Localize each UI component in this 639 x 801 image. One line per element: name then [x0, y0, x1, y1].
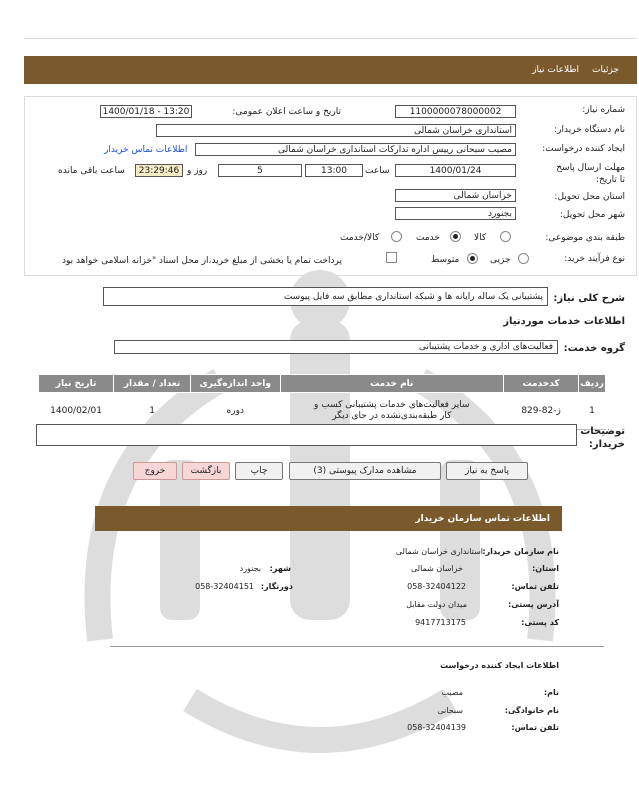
postal-label: کد پستی: [521, 618, 559, 627]
service-group-label: گروه خدمت: [563, 343, 625, 354]
process-minor-radio[interactable] [518, 253, 529, 264]
service-group-field: فعالیت‌های اداری و خدمات پشتیبانی [114, 340, 558, 354]
days-label: روز و [187, 166, 208, 176]
city-label: شهر: [269, 564, 291, 573]
category-service-label: خدمت [416, 233, 440, 243]
process-type-label: نوع فرآیند خرید: [564, 254, 625, 264]
category-label: طبقه بندی موضوعی: [545, 233, 625, 243]
cell-code: ز-82-829 [504, 393, 579, 430]
creator-family-label: نام خانوادگی: [504, 706, 559, 715]
top-divider [24, 38, 637, 39]
need-number-field: 1100000078000002 [395, 105, 516, 118]
delivery-province-label: استان محل تحویل: [554, 192, 625, 202]
org-name-value: استانداری خراسان شمالی [395, 547, 483, 556]
creator-phone-value: 058-32404139 [407, 723, 466, 732]
deadline-time-field: 13:00 [305, 164, 363, 177]
cell-row: 1 [579, 393, 606, 430]
reply-button[interactable]: پاسخ به نیاز [446, 462, 528, 480]
deadline-time-label: ساعت [365, 166, 390, 176]
payment-treasury-checkbox[interactable] [386, 252, 397, 263]
tab-need-info[interactable]: اطلاعات نیاز [532, 65, 579, 75]
col-code: کدخدمت [504, 375, 579, 393]
summary-label: شرح کلی نیاز: [553, 293, 625, 304]
cell-qty: 1 [114, 393, 191, 430]
postal-value: 9417713175 [415, 618, 466, 627]
process-minor-label: جزیی [490, 255, 511, 265]
buyer-notes-field [36, 424, 577, 446]
services-section-title: اطلاعات خدمات موردنیاز [503, 316, 625, 327]
process-medium-radio[interactable] [467, 253, 478, 264]
cell-name-line1: سایر فعالیت‌های خدمات پشتیبانی کسب و [314, 400, 470, 410]
print-button[interactable]: چاپ [235, 462, 283, 480]
contact-section-header [95, 506, 562, 531]
announce-datetime-field: 1400/01/18 - 13:20 [100, 105, 192, 118]
back-button[interactable]: بازگشت [182, 462, 230, 480]
creator-name-label: نام: [543, 688, 559, 697]
col-row: ردیف [579, 375, 606, 393]
remaining-label: ساعت باقی مانده [58, 166, 125, 176]
details-panel [24, 96, 637, 276]
services-table-header [39, 375, 606, 393]
buyer-contact-link[interactable]: اطلاعات تماس خریدار [104, 145, 188, 155]
summary-field: پشتیبانی یک ساله رایانه ها و شبکه استانداری مطابق سه فایل پیوست [103, 287, 548, 306]
header-bar [24, 56, 637, 84]
contact-divider [110, 646, 604, 647]
need-number-label: شماره نیاز: [582, 105, 625, 115]
buyer-org-label: نام دستگاه خریدار: [554, 125, 625, 135]
requester-field: مصیب سبحانی رییس اداره تدارکات استانداری خراسان شمالی [195, 143, 516, 156]
tab-details[interactable]: جزئیات [592, 65, 619, 75]
delivery-city-label: شهر محل تحویل: [559, 210, 625, 220]
org-name-label: نام سازمان خریدار: [482, 547, 559, 556]
remaining-time-field: 23:29:46 [135, 164, 183, 177]
creator-title: اطلاعات ایجاد کننده درخواست [440, 661, 559, 670]
payment-note: پرداخت تمام یا بخشی از مبلغ خرید،از محل اسناد "خزانه اسلامی خواهد بود [62, 256, 343, 266]
category-service-radio[interactable] [450, 231, 461, 242]
deadline-date-field: 1400/01/24 [395, 164, 516, 177]
deadline-label: مهلت ارسال پاسخ تا تاریخ: [556, 163, 625, 185]
category-goods-service-label: کالا/خدمت [340, 233, 380, 243]
col-date: تاریخ نیاز [39, 375, 114, 393]
category-goods-service-radio[interactable] [391, 231, 402, 242]
attachments-button[interactable]: مشاهده مدارک پیوستی (3) [289, 462, 441, 480]
creator-phone-label: تلفن تماس: [511, 723, 559, 732]
requester-label: ایجاد کننده درخواست: [542, 144, 625, 154]
creator-family-value: سبحانی [437, 706, 463, 715]
phone-value: 058-32404122 [407, 582, 466, 591]
services-table [38, 374, 606, 430]
exit-button[interactable]: خروج [133, 462, 177, 480]
address-value: میدان دولت مقابل [406, 600, 467, 609]
process-medium-label: متوسط [431, 255, 460, 265]
buyer-notes-label: توضیحات خریدار: [580, 426, 625, 450]
phone-label: تلفن تماس: [511, 582, 559, 591]
delivery-city-field: بجنورد [395, 207, 516, 220]
col-unit: واحد اندازه‌گیری [190, 375, 280, 393]
province-value: خراسان شمالی [410, 564, 463, 573]
fax-value: 058-32404151 [195, 582, 254, 591]
city-value: بجنورد [239, 564, 261, 573]
col-qty: تعداد / مقدار [114, 375, 191, 393]
cell-date: 1400/02/01 [39, 393, 114, 430]
buyer-org-field: استانداری خراسان شمالی [156, 124, 516, 137]
days-field: 5 [218, 164, 302, 177]
announce-datetime-label: تاریخ و ساعت اعلان عمومی: [232, 107, 341, 117]
delivery-province-field: خراسان شمالی [395, 189, 516, 202]
address-label: آدرس پستی: [508, 600, 559, 609]
category-goods-label: کالا [474, 233, 487, 243]
province-label: استان: [532, 564, 559, 573]
cell-unit: دوره [190, 393, 280, 430]
fax-label: دورنگار: [260, 582, 293, 591]
contact-section-title: اطلاعات تماس سازمان خریدار [415, 514, 550, 524]
col-name: نام خدمت [280, 375, 504, 393]
creator-name-value: مصیب [441, 688, 463, 697]
cell-name-line2: کار طبقه‌بندی‌نشده در جای دیگر [332, 411, 452, 421]
category-goods-radio[interactable] [500, 231, 511, 242]
